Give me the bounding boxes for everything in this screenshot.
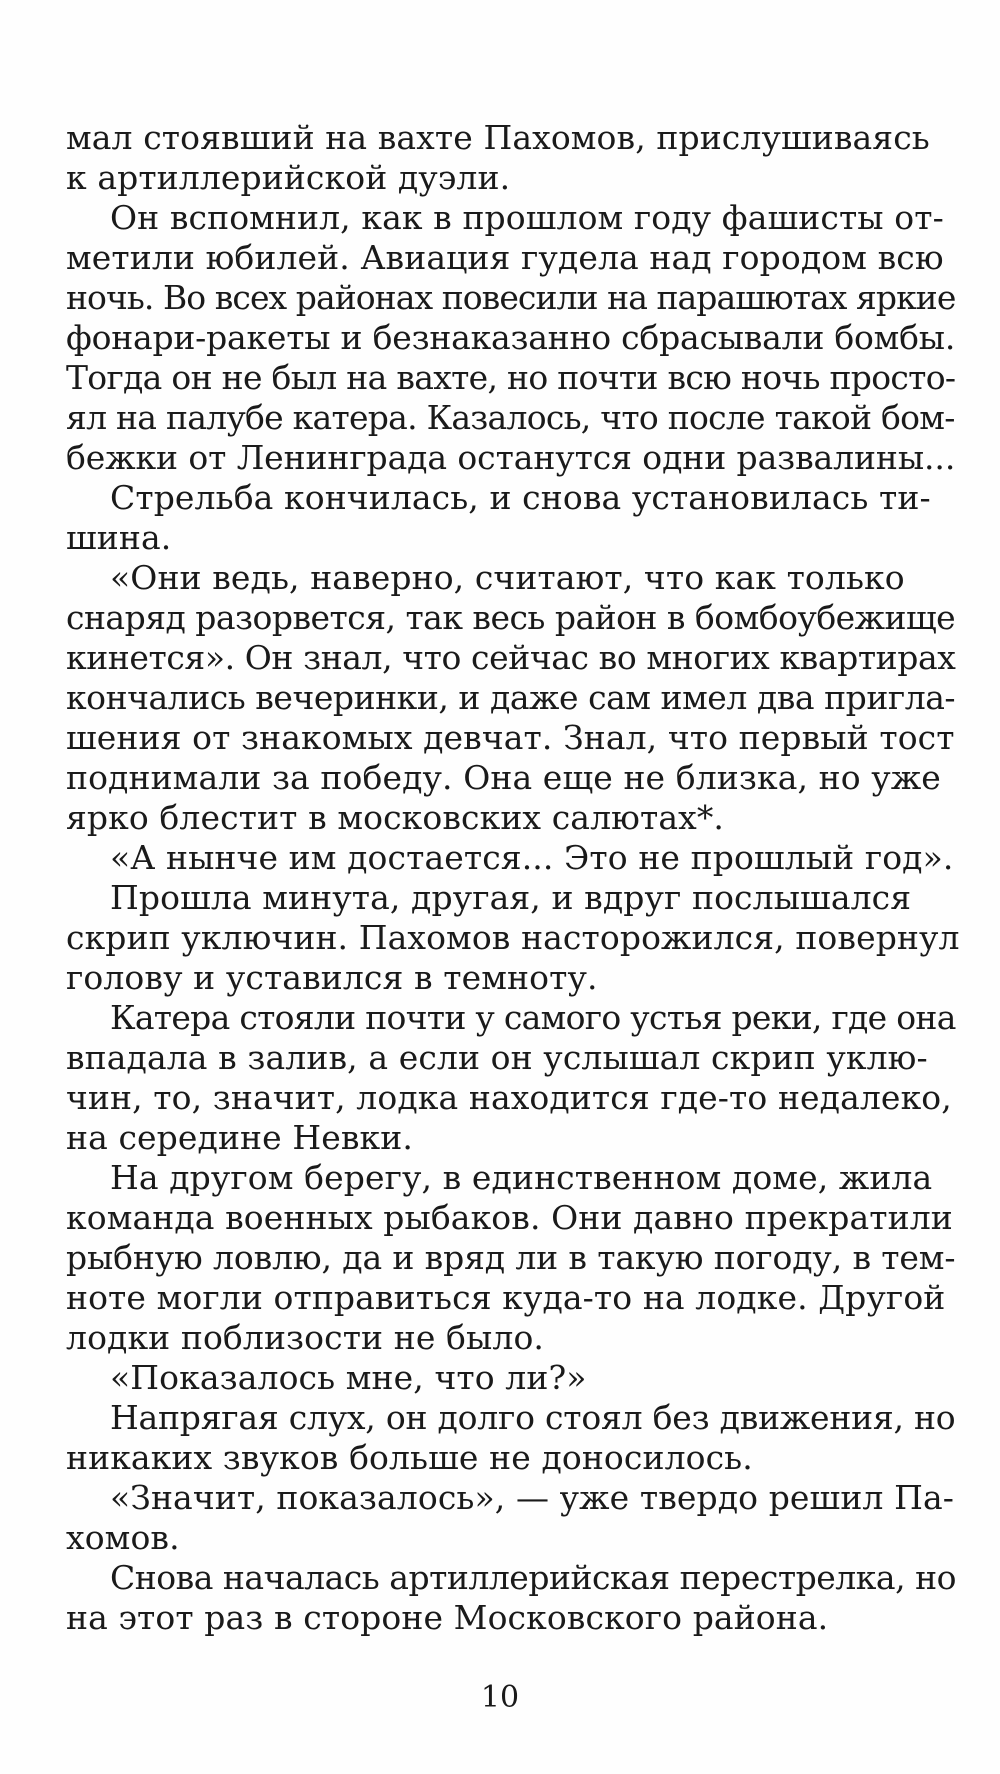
text-line: лодки поблизости не было. <box>66 1318 545 1357</box>
text-line: мал стоявший на вахте Пахомов, прислушиваясь <box>66 118 930 157</box>
text-line: чин, то, значит, лодка находится где-то недалеко, <box>66 1078 952 1117</box>
text-line: команда военных рыбаков. Они давно прекратили <box>66 1198 953 1237</box>
text-line: Он вспомнил, как в прошлом году фашисты от- <box>110 198 944 237</box>
text-line: «А нынче им достается... Это не прошлый год». <box>110 838 954 877</box>
text-line: «Значит, показалось», — уже твердо решил Па- <box>110 1478 954 1517</box>
text-line: На другом берегу, в единственном доме, жила <box>110 1158 933 1197</box>
body-text <box>66 118 960 1638</box>
text-line: Снова началась артиллерийская перестрелка, но <box>110 1558 956 1597</box>
text-line: к артиллерийской дуэли. <box>66 158 511 197</box>
text-line: снаряд разорвется, так весь район в бомбоубежище <box>66 598 956 637</box>
text-line: кинется». Он знал, что сейчас во многих квартирах <box>66 638 956 677</box>
text-line: ярко блестит в московских салютах*. <box>66 798 725 837</box>
text-line: бежки от Ленинграда останутся одни развалины... <box>66 438 956 477</box>
text-line: ял на палубе катера. Казалось, что после такой бом- <box>66 398 955 437</box>
text-line: кончались вечеринки, и даже сам имел два пригла- <box>66 678 956 717</box>
text-line: Катера стояли почти у самого устья реки, где она <box>110 998 956 1037</box>
text-line: рыбную ловлю, да и вряд ли в такую погоду, в тем- <box>66 1238 956 1277</box>
text-line: Стрельба кончилась, и снова установилась ти- <box>110 478 931 517</box>
text-line: шина. <box>66 518 172 557</box>
text-line: поднимали за победу. Она еще не близка, но уже <box>66 758 941 797</box>
page-number: 10 <box>480 1680 520 1715</box>
text-line: Напрягая слух, он долго стоял без движения, но <box>110 1398 956 1437</box>
text-line: Прошла минута, другая, и вдруг послышался <box>110 878 912 917</box>
text-line: ноте могли отправиться куда-то на лодке. Другой <box>66 1278 946 1317</box>
text-line: никаких звуков больше не доносилось. <box>66 1438 753 1477</box>
text-line: голову и уставился в темноту. <box>66 958 598 997</box>
text-line: на середине Невки. <box>66 1118 413 1157</box>
text-line: Тогда он не был на вахте, но почти всю ночь просто- <box>66 358 956 397</box>
text-line: фонари-ракеты и безнаказанно сбрасывали бомбы. <box>66 318 956 357</box>
text-line: ночь. Во всех районах повесили на парашютах яркие <box>66 278 956 317</box>
text-line: шения от знакомых девчат. Знал, что первый тост <box>66 718 955 757</box>
text-line: впадала в залив, а если он услышал скрип уклю- <box>66 1038 928 1077</box>
text-line: скрип уключин. Пахомов насторожился, повернул <box>66 918 960 957</box>
text-line: «Они ведь, наверно, считают, что как только <box>110 558 905 597</box>
text-line: «Показалось мне, что ли?» <box>110 1358 587 1397</box>
text-line: хомов. <box>66 1518 180 1557</box>
text-line: на этот раз в стороне Московского района. <box>66 1598 829 1637</box>
text-line: метили юбилей. Авиация гудела над городом всю <box>66 238 944 277</box>
